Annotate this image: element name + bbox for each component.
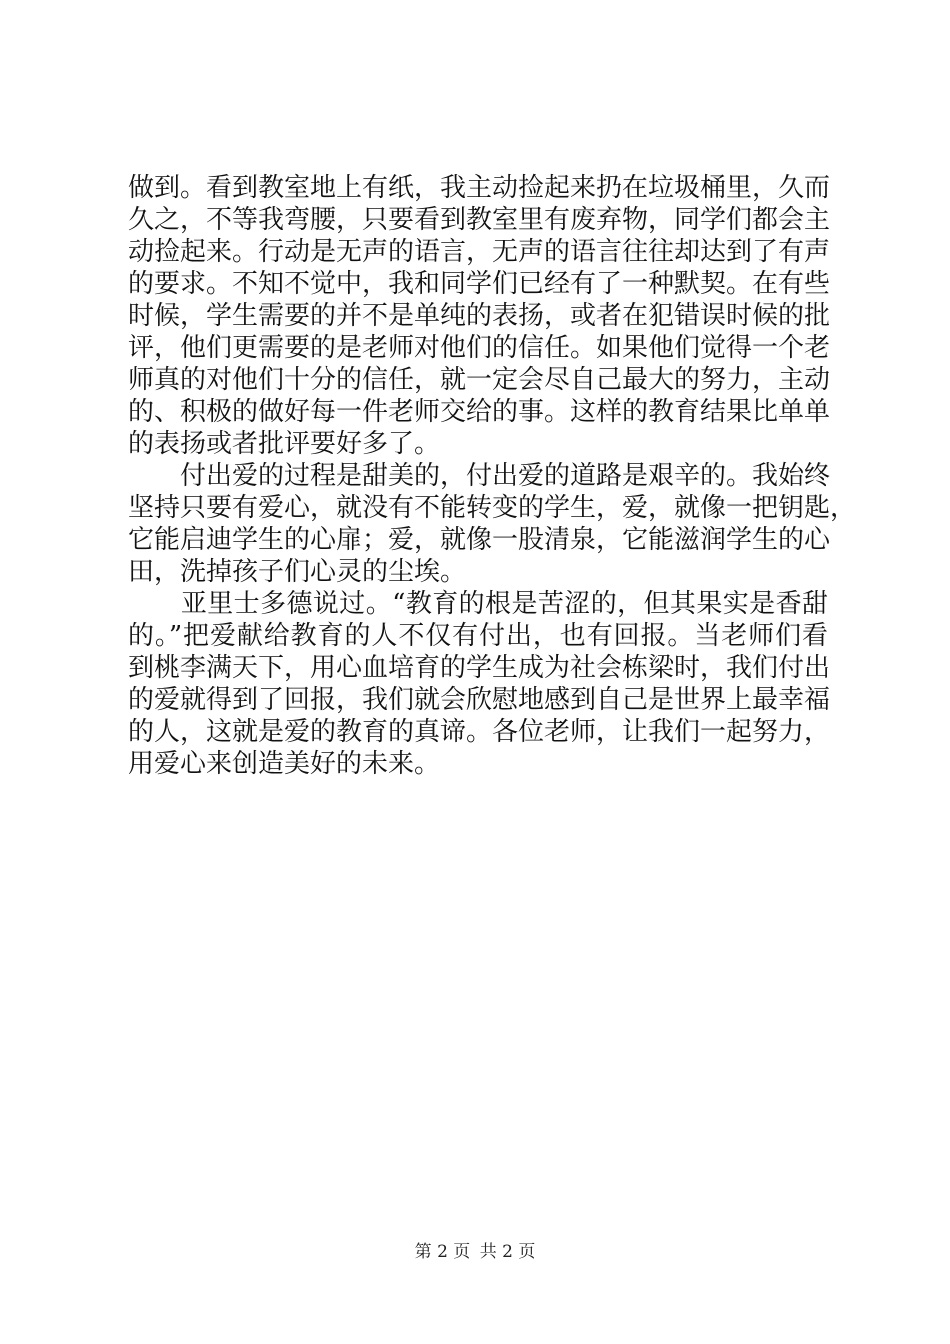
text-line: 付出爱的过程是甜美的，付出爱的道路是艰辛的。我始终 bbox=[128, 461, 831, 491]
text-line: 做到。看到教室地上有纸，我主动捡起来扔在垃圾桶里，久而 bbox=[128, 173, 831, 203]
text-line: 用爱心来创造美好的未来。 bbox=[128, 749, 441, 779]
text-line: 田，洗掉孩子们心灵的尘埃。 bbox=[128, 557, 467, 587]
text-line: 的、积极的做好每一件老师交给的事。这样的教育结果比单单 bbox=[128, 397, 831, 427]
text-line: 评，他们更需要的是老师对他们的信任。如果他们觉得一个老 bbox=[128, 333, 831, 363]
text-line: 动捡起来。行动是无声的语言，无声的语言往往却达到了有声 bbox=[128, 237, 831, 267]
text-line: 亚里士多德说过。“教育的根是苦涩的，但其果实是香甜 bbox=[128, 589, 828, 619]
page-total: 共 2 页 bbox=[479, 1242, 536, 1262]
text-line: 时候，学生需要的并不是单纯的表扬，或者在犯错误时候的批 bbox=[128, 301, 831, 331]
body-text bbox=[128, 172, 857, 780]
text-line: 久之，不等我弯腰，只要看到教室里有废弃物，同学们都会主 bbox=[128, 205, 831, 235]
text-line: 师真的对他们十分的信任，就一定会尽自己最大的努力，主动 bbox=[128, 365, 831, 395]
text-line: 的爱就得到了回报，我们就会欣慰地感到自己是世界上最幸福 bbox=[128, 685, 831, 715]
text-line: 的人，这就是爱的教育的真谛。各位老师，让我们一起努力， bbox=[128, 717, 831, 747]
text-line: 到桃李满天下，用心血培育的学生成为社会栋梁时，我们付出 bbox=[128, 653, 831, 683]
text-line: 它能启迪学生的心扉；爱，就像一股清泉，它能滋润学生的心 bbox=[128, 525, 831, 555]
text-line: 的表扬或者批评要好多了。 bbox=[128, 429, 441, 459]
page-number: 第 2 页 bbox=[414, 1242, 471, 1262]
text-line: 的要求。不知不觉中，我和同学们已经有了一种默契。在有些 bbox=[128, 269, 831, 299]
page-footer bbox=[0, 1241, 950, 1263]
text-line: 的。”把爱献给教育的人不仅有付出，也有回报。当老师们看 bbox=[128, 621, 828, 651]
text-line: 坚持只要有爱心，就没有不能转变的学生，爱，就像一把钥匙， bbox=[128, 493, 857, 523]
